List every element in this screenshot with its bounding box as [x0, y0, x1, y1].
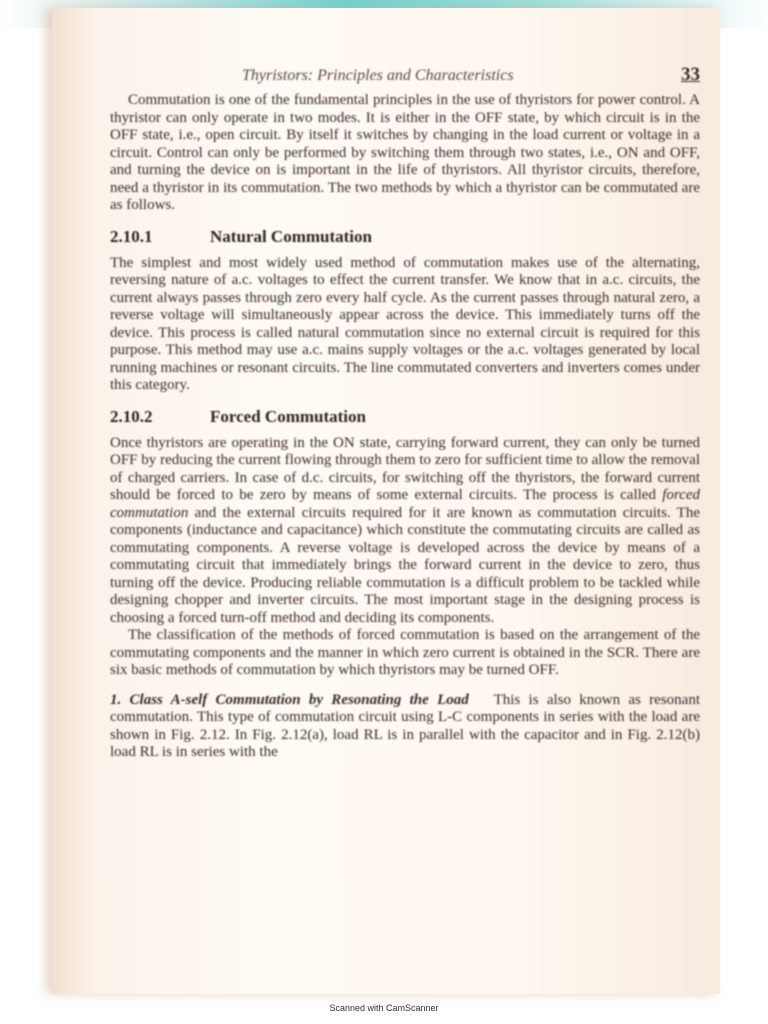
- page-number: 33: [681, 64, 700, 85]
- forced-commutation-term: forced commutation: [110, 487, 700, 521]
- section-number: 2.10.2: [110, 406, 153, 426]
- running-header: [110, 64, 700, 86]
- section-heading-forced-commutation: [110, 407, 700, 427]
- section-heading-natural-commutation: [110, 227, 700, 247]
- intro-paragraph: Commutation is one of the fundamental principles in the use of thyristors for power control. A thyristor can only operate in two modes. It is either in the OFF state, by which circuit is in the OFF state, i.e., open circuit. By itself it switches by changing in the load current or voltage in a circuit. Control can only be performed by switching them through two states, i.e., ON and OFF, and turning the device on is important in the life of thyristors. All thyristor circuits, therefore, need a thyristor in its commutation. The two methods by which a thyristor can be commutated are as follows.: [110, 92, 700, 213]
- forced-commutation-paragraph: [110, 435, 700, 628]
- running-title: Thyristors: Principles and Characteristics: [242, 67, 514, 84]
- scanned-page: [52, 8, 720, 994]
- forced-commutation-text-end: and the external circuits required for it are known as commutation circuits. The components (inductance and capacitance) which constitute the commutating circuits are called as commutating components. A reverse voltage is developed across the device by means of a commutating circuit that immediately brings the forward current in the device to zero, thus turning off the device. Producing reliable commutation is a difficult problem to be tackled while designing chopper and inverter circuits. The most important stage in the designing process is choosing a forced turn-off method and deciding its components.: [110, 504, 700, 626]
- scanner-watermark: Scanned with CamScanner: [329, 1003, 439, 1013]
- page-content: [110, 64, 700, 762]
- class-a-paragraph: [110, 692, 700, 762]
- class-a-title: 1. Class A-self Commutation by Resonating the Load: [110, 691, 469, 708]
- section-number: 2.10.1: [110, 226, 153, 246]
- natural-commutation-paragraph: The simplest and most widely used method of commutation makes use of the alternating, reversing nature of a.c. voltages to effect the current transfer. We know that in a.c. circuits, the current always passes through zero every half cycle. As the current passes through natural zero, a reverse voltage will simultaneously appear across the device. This immediately turns off the device. This process is called natural commutation since no external circuit is required for this purpose. This method may use a.c. mains supply voltages or the a.c. voltages generated by local running machines or resonant circuits. The line commutated converters and inverters comes under this category.: [110, 254, 700, 393]
- section-title: Forced Commutation: [210, 406, 366, 426]
- class-a-body: This is also known as resonant commutation. This type of commutation circuit using L-C components in series with the load are shown in Fig. 2.12. In Fig. 2.12(a), load RL is in parallel with the capacitor and in Fig. 2.12(b) load RL is in series with the: [110, 691, 700, 760]
- forced-commutation-text-start: Once thyristors are operating in the ON state, carrying forward current, they can only be turned OFF by reducing the current flowing through them to zero for sufficient time to allow the removal of charged carriers. In case of d.c. circuits, for switching off the thyristors, the forward current should be forced to be zero by means of some external circuits. The process is called: [110, 434, 700, 503]
- classification-paragraph: The classification of the methods of forced commutation is based on the arrangement of the commutating components and the manner in which zero current is obtained in the SCR. There are six basic methods of commutation by which thyristors may be turned OFF.: [110, 627, 700, 678]
- section-title: Natural Commutation: [210, 226, 372, 246]
